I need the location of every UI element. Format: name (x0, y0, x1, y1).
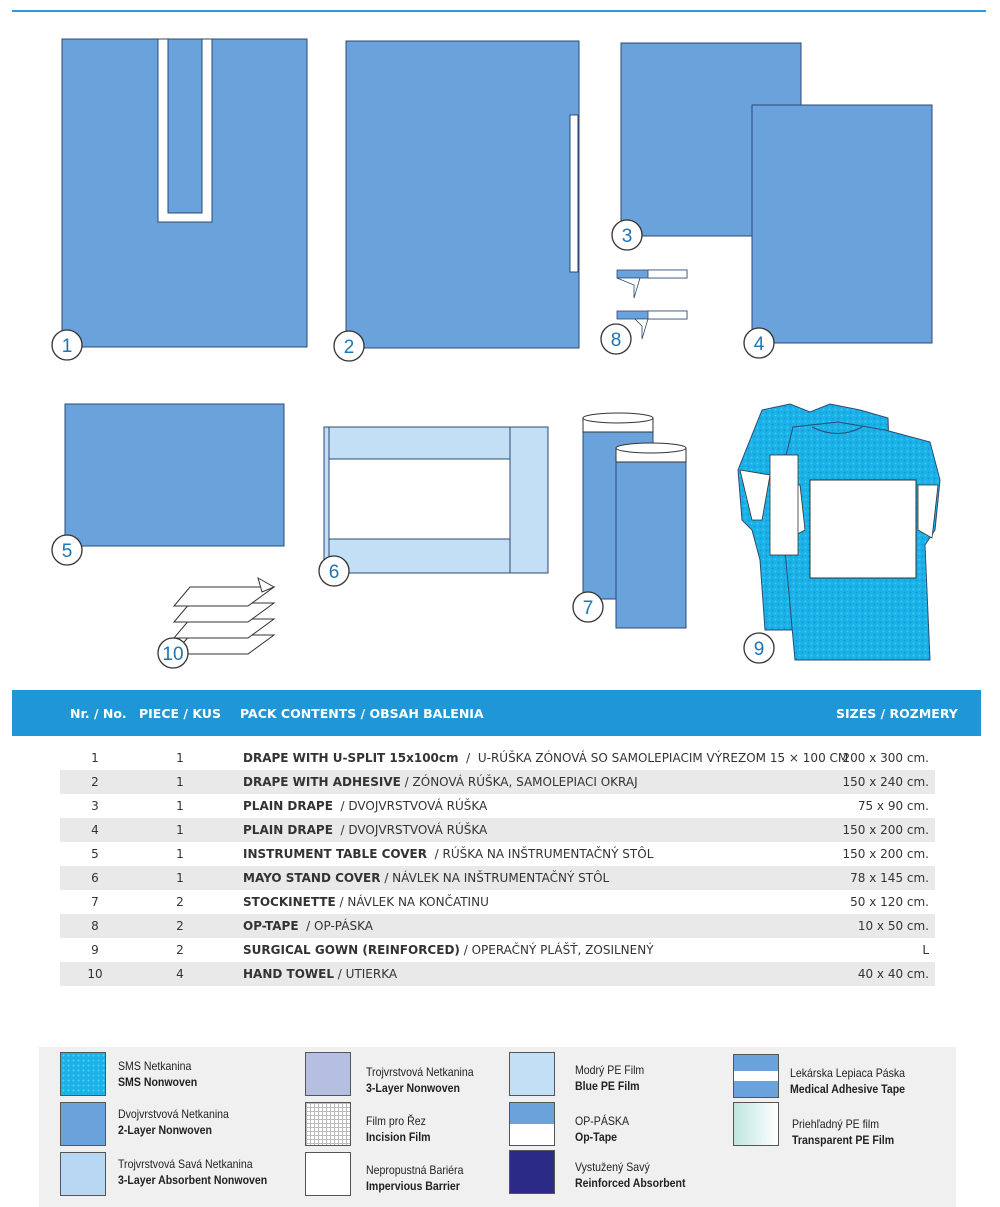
row-piece: 2 (176, 919, 184, 933)
row-no: 10 (87, 967, 103, 981)
row-piece: 2 (176, 943, 184, 957)
item-description: UTIERKA (345, 967, 398, 981)
row-piece: 1 (176, 871, 184, 885)
row-no: 6 (91, 871, 99, 885)
col-sizes-header: SIZES / ROZMERY (836, 706, 958, 721)
row-piece: 1 (176, 847, 184, 861)
row-size: 50 x 120 cm. (850, 895, 929, 909)
row-contents: INSTRUMENT TABLE COVER / RÚŠKA NA INŠTRUMENTAČNÝ STÔL (243, 847, 654, 861)
row-piece: 2 (176, 895, 184, 909)
row-no: 5 (91, 847, 99, 861)
row-size: L (922, 943, 929, 957)
row-contents: DRAPE WITH ADHESIVE / ZÓNOVÁ RÚŠKA, SAMOLEPIACI OKRAJ (243, 775, 638, 789)
table-row (60, 842, 935, 866)
table-row (60, 962, 935, 986)
legend-reinforced-absorbent: Vystužený Savý Reinforced Absorbent (575, 1160, 686, 1190)
row-size: 150 x 200 cm. (842, 847, 929, 861)
row-size: 150 x 240 cm. (842, 775, 929, 789)
table-row (60, 818, 935, 842)
row-size: 200 x 300 cm. (842, 751, 929, 765)
row-piece: 1 (176, 823, 184, 837)
col-piece-header: PIECE / KUS (139, 706, 221, 721)
row-no: 7 (91, 895, 99, 909)
item-name: STOCKINETTE (243, 895, 336, 909)
row-no: 8 (91, 919, 99, 933)
row-piece: 1 (176, 775, 184, 789)
legend-op-tape: OP-PÁSKA Op-Tape (575, 1114, 629, 1144)
row-no: 2 (91, 775, 99, 789)
item-name: PLAIN DRAPE (243, 823, 333, 837)
table-row (60, 746, 935, 770)
item-name: HAND TOWEL (243, 967, 334, 981)
item-name: DRAPE WITH U-SPLIT 15x100cm (243, 751, 459, 765)
item-description: DVOJVRSTVOVÁ RÚŠKA (348, 823, 488, 837)
item-description: NÁVLEK NA KONČATINU (347, 895, 489, 909)
legend-3-layer: Trojvrstvová Netkanina 3-Layer Nonwoven (366, 1065, 474, 1095)
label-6: 6 (328, 562, 340, 583)
swatch-blue-pe-film (509, 1052, 555, 1096)
item-description: OPERAČNÝ PLÁŠŤ, ZOSILNENÝ (471, 943, 654, 957)
row-size: 10 x 50 cm. (857, 919, 929, 933)
row-no: 3 (91, 799, 99, 813)
row-size: 78 x 145 cm. (850, 871, 929, 885)
item-name: PLAIN DRAPE (243, 799, 333, 813)
row-no: 4 (91, 823, 99, 837)
material-legend (39, 1047, 956, 1207)
row-size: 150 x 200 cm. (842, 823, 929, 837)
legend-blue-pe-film: Modrý PE Film Blue PE Film (575, 1063, 645, 1093)
item-9-surgical-gown (738, 404, 940, 660)
label-9: 9 (753, 639, 765, 660)
item-description: DVOJVRSTVOVÁ RÚŠKA (348, 799, 488, 813)
item-2-adhesive-drape (346, 41, 579, 348)
label-8: 8 (610, 330, 622, 351)
label-4: 4 (753, 334, 765, 355)
item-description: ZÓNOVÁ RÚŠKA, SAMOLEPIACI OKRAJ (412, 775, 638, 789)
table-row (60, 890, 935, 914)
row-contents: DRAPE WITH U-SPLIT 15x100cm / U-RÚŠKA ZÓNOVÁ SO SAMOLEPIACIM VÝREZOM 15 × 100 CM (243, 751, 849, 765)
label-3: 3 (621, 226, 633, 247)
row-piece: 1 (176, 799, 184, 813)
row-no: 9 (91, 943, 99, 957)
row-piece: 4 (176, 967, 184, 981)
item-description: NÁVLEK NA INŠTRUMENTAČNÝ STÔL (392, 871, 610, 885)
item-name: DRAPE WITH ADHESIVE (243, 775, 401, 789)
swatch-2-layer (60, 1102, 106, 1146)
swatch-incision-film (305, 1102, 351, 1146)
legend-3-layer-absorbent: Trojvrstvová Savá Netkanina 3-Layer Absorbent Nonwoven (118, 1157, 268, 1187)
swatch-reinforced-absorbent (509, 1150, 555, 1194)
legend-sms: SMS Netkanina SMS Nonwoven (118, 1059, 198, 1089)
col-contents-header: PACK CONTENTS / OBSAH BALENIA (240, 706, 484, 721)
label-7: 7 (582, 598, 594, 619)
item-description: U-RÚŠKA ZÓNOVÁ SO SAMOLEPIACIM VÝREZOM 15 × 100 CM (477, 751, 849, 765)
row-size: 40 x 40 cm. (857, 967, 929, 981)
table-row (60, 938, 935, 962)
swatch-3-layer-absorbent (60, 1152, 106, 1196)
item-10-hand-towels (174, 578, 274, 654)
swatch-impervious-barrier (305, 1152, 351, 1196)
table-row (60, 914, 935, 938)
swatch-sms (60, 1052, 106, 1096)
swatch-3-layer (305, 1052, 351, 1096)
row-contents: OP-TAPE / OP-PÁSKA (243, 919, 373, 933)
label-10: 10 (162, 644, 184, 665)
item-description: RÚŠKA NA INŠTRUMENTAČNÝ STÔL (442, 847, 654, 861)
swatch-medical-adhesive-tape (733, 1054, 779, 1098)
swatch-transparent-pe-film (733, 1102, 779, 1146)
table-header (12, 690, 981, 736)
item-description: OP-PÁSKA (314, 919, 373, 933)
col-no-header: Nr. / No. (70, 706, 127, 721)
row-contents: STOCKINETTE / NÁVLEK NA KONČATINU (243, 895, 489, 909)
legend-impervious-barrier: Nepropustná Bariéra Impervious Barrier (366, 1163, 464, 1193)
row-contents: MAYO STAND COVER / NÁVLEK NA INŠTRUMENTAČNÝ STÔL (243, 871, 610, 885)
swatch-op-tape (509, 1102, 555, 1146)
row-size: 75 x 90 cm. (857, 799, 929, 813)
label-2: 2 (343, 337, 355, 358)
item-5-table-cover (65, 404, 284, 546)
label-5: 5 (61, 541, 73, 562)
legend-transparent-pe-film: Priehľadný PE film Transparent PE Film (792, 1117, 895, 1147)
row-no: 1 (91, 751, 99, 765)
item-name: SURGICAL GOWN (REINFORCED) (243, 943, 460, 957)
item-6-mayo-cover (324, 427, 548, 573)
row-contents: HAND TOWEL / UTIERKA (243, 967, 398, 981)
row-contents: PLAIN DRAPE / DVOJVRSTVOVÁ RÚŠKA (243, 823, 488, 837)
item-4-plain-drape (752, 105, 932, 343)
row-contents: SURGICAL GOWN (REINFORCED) / OPERAČNÝ PLÁŠŤ, ZOSILNENÝ (243, 943, 654, 957)
legend-2-layer: Dvojvrstvová Netkanina 2-Layer Nonwoven (118, 1107, 229, 1137)
legend-medical-adhesive-tape: Lekárska Lepiaca Páska Medical Adhesive Tape (790, 1066, 906, 1096)
item-name: MAYO STAND COVER (243, 871, 381, 885)
row-piece: 1 (176, 751, 184, 765)
pack-contents-table (60, 746, 935, 986)
item-name: INSTRUMENT TABLE COVER (243, 847, 427, 861)
table-row (60, 770, 935, 794)
item-1-u-split-drape (62, 39, 307, 347)
item-name: OP-TAPE (243, 919, 299, 933)
table-row (60, 866, 935, 890)
legend-incision-film: Film pro Řez Incision Film (366, 1114, 431, 1144)
label-1: 1 (61, 336, 73, 357)
table-row (60, 794, 935, 818)
row-contents: PLAIN DRAPE / DVOJVRSTVOVÁ RÚŠKA (243, 799, 488, 813)
